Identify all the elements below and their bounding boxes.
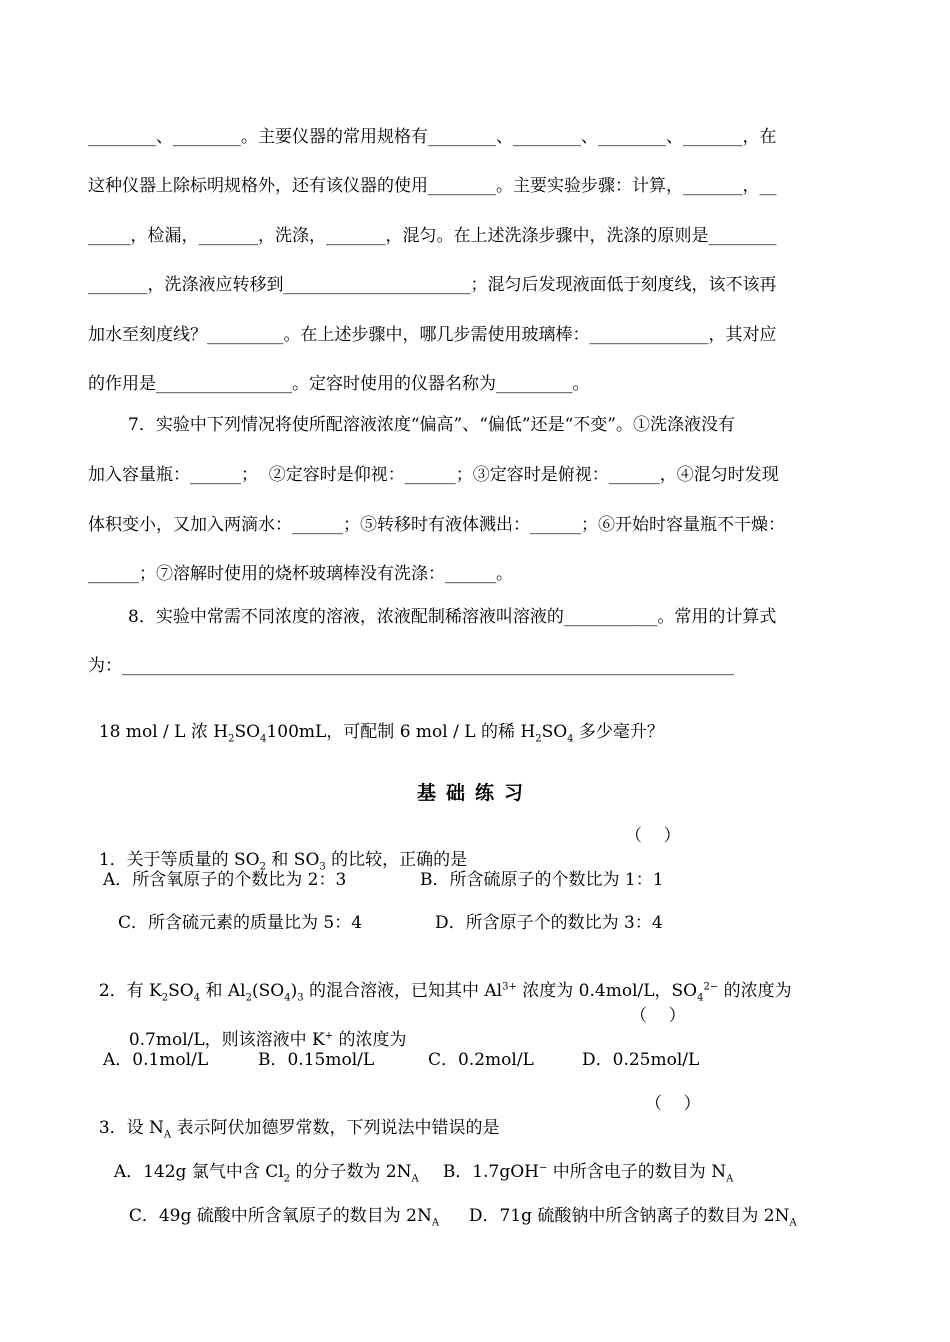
question-8-line-1: 8．实验中常需不同浓度的溶液，浓液配制稀溶液叫溶液的___________。常用的计算式 bbox=[128, 607, 777, 627]
question-7-line-3: 体积变小，又加入两滴水：______；⑤转移时有液体溅出：______；⑥开始时容量瓶不干燥： bbox=[88, 515, 785, 535]
question-7-line-1: 7．实验中下列情况将使所配溶液浓度“偏高”、“偏低”还是“不变”。①洗涤液没有 bbox=[128, 415, 735, 435]
text-line-4: _______，洗涤液应转移到______________________；混匀后发现液面低于刻度线，该不该再 bbox=[88, 275, 777, 295]
q1-stem: 1．关于等质量的 $SO_2$ 和 $SO_3$ 的比较，正确的是 bbox=[98, 850, 468, 873]
text-line-5: 加水至刻度线？_________。在上述步骤中，哪几步需使用玻璃棒：______________，其对应 bbox=[88, 325, 777, 345]
q3-option-a: A．142g 氯气中含 $Cl_2$ 的分子数为 $2N_A$ bbox=[113, 1162, 419, 1185]
q2-option-c: C．0.2mol/L bbox=[428, 1050, 534, 1070]
question-7-line-2: 加入容量瓶：______； ②定容时是仰视：______；③定容时是俯视：______，④混匀时发现 bbox=[88, 465, 779, 485]
q1-option-b: B．所含硫原子的个数比为 1：1 bbox=[420, 870, 664, 890]
q3-option-c: C．49g 硫酸中所含氧原子的数目为 $2N_A$ bbox=[128, 1206, 440, 1229]
q2-option-d: D．0.25mol/L bbox=[582, 1050, 700, 1070]
q1-answer-bracket: （ ） bbox=[625, 826, 681, 846]
q1-option-a: A．所含氧原子的个数比为 2：3 bbox=[103, 870, 347, 890]
q3-answer-bracket: （ ） bbox=[645, 1094, 701, 1114]
q2-option-a: A．0.1mol/L bbox=[103, 1050, 209, 1070]
q3-option-d: D．71g 硫酸钠中所含钠离子的数目为 $2N_A$ bbox=[468, 1206, 797, 1229]
q1-option-c: C．所含硫元素的质量比为 5：4 bbox=[118, 913, 363, 933]
q3-option-b: B．1.7gOH− 中所含电子的数目为 $N_A$ bbox=[442, 1162, 734, 1185]
q2-option-b: B．0.15mol/L bbox=[258, 1050, 375, 1070]
q1-option-d: D．所含原子个的数比为 3：4 bbox=[435, 913, 663, 933]
q2-stem-line-2: 0.7mol/L，则该溶液中 K+ 的浓度为 bbox=[128, 1030, 407, 1050]
section-title: 基础练习 bbox=[416, 782, 533, 804]
question-7-line-4: ______；⑦溶解时使用的烧杯玻璃棒没有洗涤：______。 bbox=[88, 564, 513, 584]
calculation-question: 18 mol / L 浓 $H_2SO_4100mL$，可配制 6 mol / L 的稀 $H_2SO_4$ 多少毫升？ bbox=[98, 722, 664, 745]
text-line-2: 这种仪器上除标明规格外，还有该仪器的使用________。主要实验步骤：计算，_______，__ bbox=[88, 176, 777, 196]
question-8-line-2: 为：________________________________________________________________________ bbox=[88, 656, 734, 676]
text-line-1: ________、________。主要仪器的常用规格有________、________、________、_______，在 bbox=[88, 127, 777, 147]
q3-stem: 3．设 $N_A$ 表示阿伏加德罗常数，下列说法中错误的是 bbox=[98, 1118, 500, 1141]
q2-stem-line-1: 2．有 $K_2SO_4$ 和 $Al_2(SO_4)_3$ 的混合溶液，已知其中 $Al^{3+}$ 浓度为 0.4mol/L，$SO_4^{2-}$ 的浓度为 bbox=[98, 981, 792, 1004]
text-line-3: _____，检漏，_______，洗涤，_______，混匀。在上述洗涤步骤中，洗涤的原则是________ bbox=[88, 226, 777, 246]
text-line-6: 的作用是________________。定容时使用的仪器名称为_________。 bbox=[88, 374, 590, 394]
q2-answer-bracket: （ ） bbox=[630, 1006, 686, 1026]
